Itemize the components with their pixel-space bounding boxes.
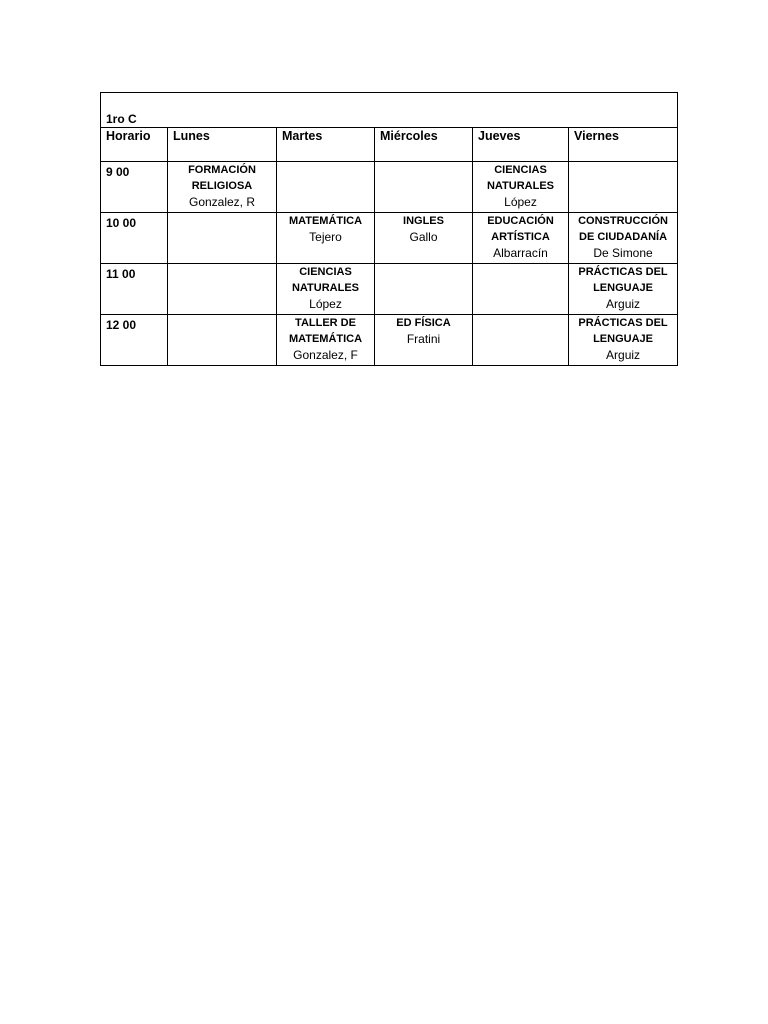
- header-jueves: Jueves: [473, 128, 569, 162]
- class-cell: [168, 315, 277, 366]
- table-row: [101, 315, 678, 366]
- subject-label: CIENCIAS NATURALES: [291, 266, 359, 294]
- class-cell: [473, 315, 569, 366]
- class-cell: [473, 213, 569, 264]
- teacher-label: De Simone: [593, 246, 653, 260]
- class-cell: [277, 162, 375, 213]
- teacher-label: López: [504, 195, 537, 209]
- subject-label: EDUCACIÓN ARTÍSTICA: [487, 215, 554, 243]
- teacher-label: Arguiz: [606, 297, 641, 311]
- teacher-label: López: [309, 297, 342, 311]
- subject-label: PRÁCTICAS DEL LENGUAJE: [578, 317, 668, 345]
- subject-label: CONSTRUCCIÓN DE CIUDADANÍA: [578, 215, 668, 243]
- class-cell: [375, 162, 473, 213]
- class-cell: [473, 264, 569, 315]
- table-row: [101, 213, 678, 264]
- teacher-label: Arguiz: [606, 348, 641, 362]
- time-cell: 9 00: [101, 162, 168, 213]
- subject-label: PRÁCTICAS DEL LENGUAJE: [578, 266, 668, 294]
- header-horario: Horario: [101, 128, 168, 162]
- class-cell: [168, 162, 277, 213]
- teacher-label: Gallo: [409, 230, 438, 244]
- teacher-label: Tejero: [309, 230, 342, 244]
- teacher-label: Gonzalez, R: [188, 195, 256, 209]
- subject-label: CIENCIAS NATURALES: [486, 164, 554, 192]
- subject-label: FORMACIÓN RELIGIOSA: [188, 164, 256, 192]
- header-row: [101, 128, 678, 162]
- header-lunes: Lunes: [168, 128, 277, 162]
- class-cell: [375, 315, 473, 366]
- class-cell: [375, 264, 473, 315]
- group-title: 1ro C: [101, 93, 678, 128]
- class-cell: [569, 264, 678, 315]
- teacher-label: Fratini: [406, 332, 441, 346]
- subject-label: MATEMÁTICA: [288, 215, 363, 227]
- subject-label: INGLES: [403, 215, 444, 227]
- header-martes: Martes: [277, 128, 375, 162]
- time-cell: 11 00: [101, 264, 168, 315]
- class-cell: [168, 264, 277, 315]
- teacher-label: Albarracín: [493, 246, 548, 260]
- class-cell: [277, 315, 375, 366]
- class-cell: [569, 213, 678, 264]
- table-row: [101, 264, 678, 315]
- class-cell: [375, 213, 473, 264]
- class-cell: [569, 315, 678, 366]
- class-cell: [168, 213, 277, 264]
- teacher-label: Gonzalez, F: [293, 348, 358, 362]
- table-row: [101, 162, 678, 213]
- class-cell: [473, 162, 569, 213]
- subject-label: TALLER DE MATEMÁTICA: [288, 317, 363, 345]
- class-cell: [277, 264, 375, 315]
- time-cell: 10 00: [101, 213, 168, 264]
- title-row: [101, 93, 678, 128]
- schedule-table: [100, 92, 678, 366]
- class-cell: [277, 213, 375, 264]
- subject-label: ED FÍSICA: [396, 317, 451, 329]
- time-cell: 12 00: [101, 315, 168, 366]
- class-cell: [569, 162, 678, 213]
- header-viernes: Viernes: [569, 128, 678, 162]
- header-miercoles: Miércoles: [375, 128, 473, 162]
